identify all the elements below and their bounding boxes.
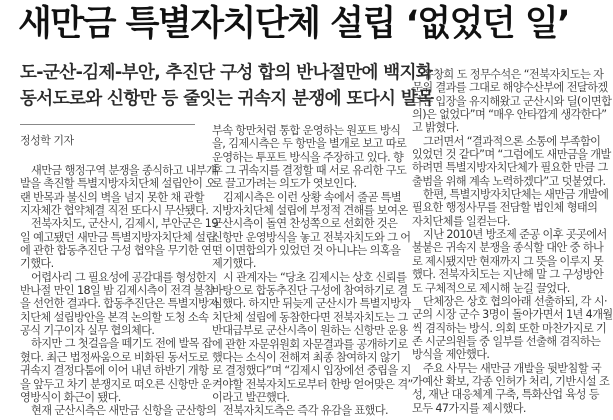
article-line: 필요한 행정사무를 전담할 법인체 형태의 (412, 201, 598, 215)
article-line: 도 구체적으로 제시해 눈길 끌었다. (412, 281, 570, 295)
article-paragraph (212, 190, 411, 271)
article-line: 로 제시됐지만 현재까지 그 뜻을 이루지 못 (412, 254, 604, 268)
article-column-3 (412, 68, 613, 415)
article-line: 다는 입장을 유지해왔고 군산시와 딜(이면합 (412, 94, 612, 108)
article-line: 전북자치도, 군산시, 김제시, 부안군은 19 (31, 217, 218, 231)
article-line: 그러면서 “결과적으론 소통에 부족함이 (423, 134, 601, 148)
article-line: 을, 김제시측은 두 항만을 별개로 보고 따로 (212, 137, 407, 151)
article-line: 존 시군의원들 중 일부를 선출해 겸직하는 (412, 334, 601, 348)
article-line: 로 결정했다”며 “김제시 입장에선 중립을 지 (212, 364, 411, 378)
subheadline-line: 도-군산-김제-부안, 추진단 구성 합의 반나절만에 백지화 (20, 63, 433, 83)
article-line: 가예산 확보, 각종 인허가 처리, 기반시설 조 (412, 374, 610, 388)
article-line: 주요 사무는 새만금 개발을 뒷받침할 국 (423, 361, 602, 375)
article-line: 어렵사리 그 필요성에 공감대를 형성한지 (31, 270, 217, 284)
subheadline-line: 동서도로와 신항만 등 줄잇는 귀속지 분쟁에 또다시 발목 (20, 89, 434, 109)
article-line: 새만금 행정구역 분쟁을 종식하고 내부개 (31, 164, 217, 177)
article-column-2 (212, 124, 413, 418)
article-line: 일 예고됐던 새만금 특별지방자치단체 설립 (20, 230, 216, 244)
article-paragraph (20, 337, 213, 404)
article-paragraph (212, 270, 413, 404)
article-line: 켜야할 전북자치도로부터 한방 얻어맞은 격” (212, 377, 413, 391)
article-line: 군산시측이 돌연 찬성쪽으로 선회한 것은 (212, 217, 398, 231)
article-line: 모두 47가지를 제시했다. (412, 401, 526, 415)
article-line: 랜 반목과 불신의 벽을 넘지 못한 채 관할 (20, 190, 205, 204)
article-line: 반대급부로 군산시측이 원하는 신항만 운용 (212, 324, 408, 338)
article-line: 심했다. 하지만 뒤늦게 군산시가 특별지방자 (212, 297, 411, 311)
article-line: 치단체 설립방안을 본격 논의할 도청 소속 (20, 310, 209, 324)
article-line: 씩 겸직하는 방식. 의회 또한 마찬가지로 기 (412, 321, 607, 335)
article-line: 떤 이면합의가 있었던 것 아니냐는 의혹을 (212, 244, 401, 258)
article-line: 하려면 특별지방자치단체가 필요한 만큼 그 (412, 161, 608, 175)
article-line: 했다는 소식이 전해져 최종 참여하지 않기 (212, 350, 401, 364)
article-line: 치단체 설립에 동참한다면 전북자치도는 그 (212, 310, 408, 324)
article-line: 로 끌고가려는 의도가 엿보인다. (212, 177, 357, 191)
article-line: 유창희 도 정무수석은 “전북자치도는 자 (423, 68, 604, 81)
article-line: 에 관한 자문위원회 자문결과를 공개하기로 (212, 337, 408, 351)
article-line: 부속 항만처럼 통합 운영하는 원포트 방식 (212, 124, 401, 137)
article-column-1 (20, 164, 219, 418)
article-line: 성, 재난 대응체계 구축, 특화산업 육성 등 (412, 388, 599, 402)
article-line: 을 앞두고 차기 분쟁지로 떠오른 신항만 운 (20, 377, 212, 391)
article-line: 운영하는 투포트 방식을 주장하고 있다. 향 (212, 150, 404, 164)
headline: 새만금 특별자치단체 설립 ‘없었던 일’ (18, 4, 569, 44)
article-line: 귀속지 결정다툼에 이어 내년 하반기 개항 (20, 364, 209, 378)
article-paragraph (20, 270, 219, 338)
article-line: 이라고 발끈했다. (212, 390, 290, 404)
article-line: 전북자치도측은 즉각 유감을 표했다. (223, 404, 388, 418)
article-line: 있었던 것 같다”며 “그럼에도 새만금을 개발 (412, 148, 611, 162)
article-line: 에 관한 합동추진단 구성 협약을 무기한 연 (20, 244, 212, 258)
article-line: 을 선언한 결과다. 합동추진단은 특별지방자 (20, 297, 219, 311)
article-paragraph (412, 361, 610, 415)
article-line: 자치단체를 일컫는다. (412, 214, 510, 228)
article-line: 혔다. 최근 법정싸움으로 비화된 동서도로 (20, 350, 209, 364)
article-line: 고 밝혔다. (412, 121, 459, 135)
article-line: 현재 군산시측은 새만금 신항을 군산항의 (31, 404, 217, 418)
article-line: 발을 촉진할 특별지방자치단체 설립안이 오 (20, 177, 216, 191)
article-line: 하지만 그 첫걸음을 떼기도 전에 발목 잡 (31, 337, 213, 351)
article-line: 불붙은 귀속지 분쟁을 종식할 대안 중 하나 (412, 241, 604, 255)
article-line: 했다. 전북자치도는 지난해 말 그 구성방안 (412, 268, 604, 282)
article-paragraph (20, 217, 218, 271)
article-line: 신항만 운영방식을 놓고 전북자치도와 그 어 (212, 230, 411, 244)
article-line: 단체장은 상호 협의아래 선출하되, 각 시· (423, 294, 608, 308)
article-paragraph (20, 164, 217, 218)
article-line: 문위 결과를 그대로 해양수산부에 전달하겠 (412, 81, 608, 95)
article-line: 지방자치단체 설립에 부정적 견해를 보여온 (212, 204, 408, 218)
article-line: 출범을 위해 계속 노력하겠다”고 덧붙였다. (412, 174, 606, 188)
article-paragraph (412, 294, 613, 362)
article-line: 반나절 만인 18일 밤 김제시측이 전격 불참 (20, 284, 215, 298)
subheadline (20, 60, 434, 112)
article-paragraph (412, 228, 607, 295)
article-line: 기했다. (20, 257, 54, 271)
article-paragraph (412, 134, 611, 188)
article-line: 제기했다. (212, 257, 256, 271)
article-line: 공식 기구이자 실무 협의체다. (20, 324, 155, 338)
article-paragraph (412, 68, 612, 135)
article-line: 지자체간 협약체결 직전 또다시 무산됐다. (20, 204, 209, 218)
article-line: 김제시측은 이런 상황 속에서 줄곧 특별 (223, 190, 402, 204)
article-line: 군의 시장 군수 3명이 돌아가면서 1년 4개월 (412, 308, 613, 322)
article-line: 한편, 특별지방자치단체는 새만금 개발에 (423, 188, 609, 202)
article-line: 바탕으로 합동추진단 구성에 참여하기로 결 (212, 284, 408, 298)
article-paragraph (212, 404, 388, 417)
byline-divider (20, 124, 195, 125)
article-paragraph (20, 404, 217, 418)
article-paragraph (412, 188, 609, 228)
article-line: 후 그 귀속지를 결정할 때 서로 유리한 구도 (212, 164, 407, 178)
article-line: 방식을 제안했다. (412, 348, 490, 362)
article-line: 지난 2010년 방조제 준공 이후 곳곳에서 (423, 228, 607, 242)
article-line: 시 관계자는 “당초 김제시는 상호 신뢰를 (223, 270, 407, 284)
byline: 정성학 기자 (20, 134, 74, 147)
article-line: 영방식이 화근이 됐다. (20, 390, 121, 404)
article-line: 의)은 없었다”며 “매우 안타깝게 생각한다” (412, 108, 607, 122)
article-paragraph (212, 124, 407, 191)
